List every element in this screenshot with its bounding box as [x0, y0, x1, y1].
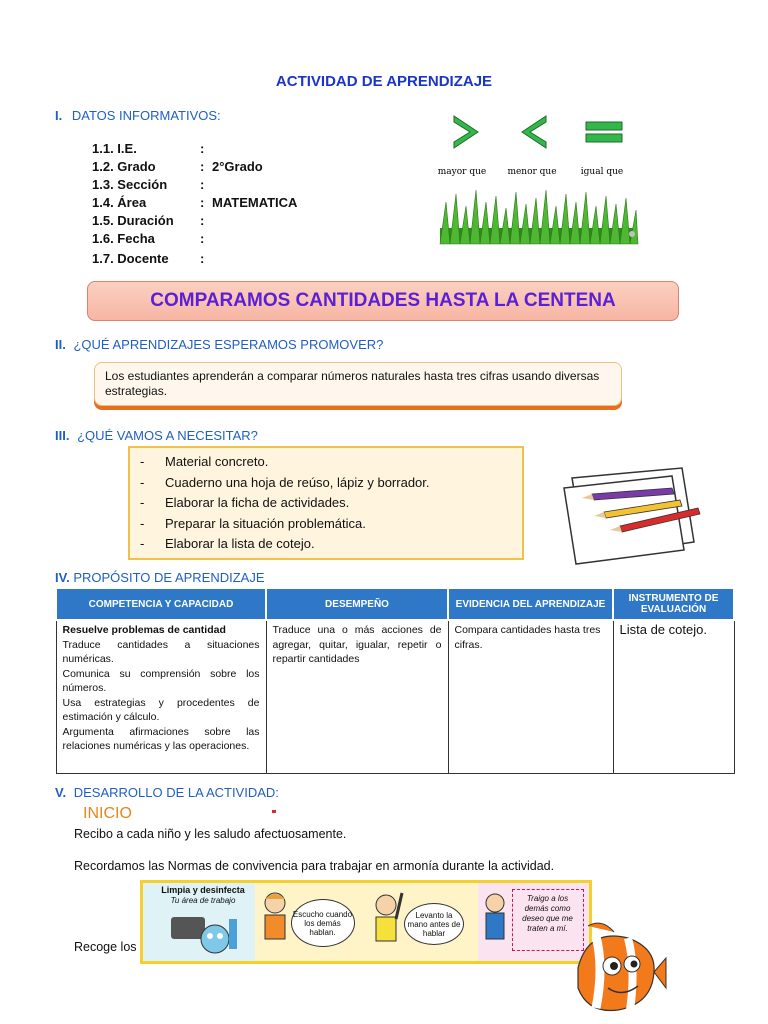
capacidad-3: Usa estrategias y procedentes de estimación y cálculo. [62, 696, 260, 723]
section-2-title: ¿QUÉ APRENDIZAJES ESPERAMOS PROMOVER? [73, 337, 384, 352]
learning-goal-text: Los estudiantes aprenderán a comparar números naturales hasta tres cifras usando diversas estrategias. [105, 369, 600, 398]
paragraph-recoge: Recoge los [74, 940, 137, 954]
norms-strip [140, 880, 592, 964]
header-desempeno: DESEMPEÑO [266, 588, 448, 620]
list-item [140, 514, 522, 535]
section-3-title: ¿QUÉ VAMOS A NECESITAR? [77, 428, 258, 443]
info-colon: : [200, 251, 205, 266]
bullet-dash: - [140, 515, 145, 531]
info-row [92, 177, 212, 192]
material-text: Elaborar la lista de cotejo. [165, 536, 315, 551]
section-3-number: III. [55, 428, 70, 443]
child-raising-hand-icon [368, 889, 404, 953]
learning-goal-box [94, 362, 622, 406]
info-label: 1.7. Docente [92, 251, 169, 266]
info-colon: : [200, 213, 205, 228]
section-4-heading [55, 570, 265, 585]
section-2-number: II. [55, 337, 66, 352]
list-item [140, 493, 522, 514]
info-colon: : [200, 141, 205, 156]
info-row [92, 251, 212, 266]
info-colon: : [200, 231, 205, 246]
paragraph-norms: Recordamos las Normas de convivencia para trabajar en armonía durante la actividad. [74, 859, 555, 873]
norm-hand-bubble: Levanto la mano antes de hablar [404, 903, 464, 945]
bullet-dash: - [140, 454, 145, 469]
info-row [92, 141, 212, 156]
child-icon [257, 889, 293, 953]
table-row [56, 620, 734, 774]
material-text: Cuaderno una hoja de reúso, lápiz y borrador. [165, 474, 430, 490]
comparison-symbols-image [436, 110, 642, 246]
cleaning-illustration [163, 909, 243, 957]
capacidad-2: Comunica su comprensión sobre los números. [62, 667, 260, 694]
mayor-que-caption: mayor que [437, 167, 487, 177]
materials-list [140, 452, 522, 555]
info-row [92, 159, 263, 174]
info-label: 1.5. Duración [92, 213, 174, 228]
equal-sign-icon [586, 122, 622, 142]
capacidad-1: Traduce cantidades a situaciones numéricas. [62, 638, 260, 665]
list-item [140, 473, 522, 494]
igual-que-caption: igual que [580, 167, 624, 177]
norm-card-clean [143, 883, 255, 961]
competencia-title: Resuelve problemas de cantidad [62, 624, 226, 636]
table-header-row [56, 588, 734, 620]
section-1-number: I. [55, 108, 63, 123]
norm-listen-bubble: Escucho cuando los demás hablan. [291, 899, 355, 947]
speaker-icon [629, 231, 635, 237]
menor-que-caption: menor que [507, 167, 557, 177]
less-than-icon [522, 116, 546, 148]
grass-illustration [440, 190, 638, 244]
list-item [140, 534, 522, 555]
info-colon: : [200, 195, 205, 210]
info-label: 1.1. I.E. [92, 141, 137, 156]
info-label: 1.2. Grado [92, 159, 156, 174]
desempeno-cell: Traduce una o más acciones de agregar, quitar, igualar, repetir o repartir cantidades [266, 620, 448, 774]
info-value: MATEMATICA [212, 195, 298, 210]
competencia-cell [56, 620, 266, 774]
section-2-heading [55, 337, 383, 352]
activity-banner: COMPARAMOS CANTIDADES HASTA LA CENTENA [87, 281, 679, 321]
header-instrumento: INSTRUMENTO DE EVALUACIÓN [613, 588, 734, 620]
materials-box [128, 446, 524, 560]
section-3-heading [55, 428, 258, 443]
norm-respect-text: Traigo a los demás como deseo que me traten a mí. [512, 889, 584, 951]
info-colon: : [200, 159, 205, 174]
section-5-title: DESARROLLO DE LA ACTIVIDAD: [73, 785, 279, 800]
bullet-dash: - [140, 536, 145, 551]
info-row [92, 231, 212, 246]
info-value: 2°Grado [212, 159, 263, 174]
instrumento-cell: Lista de cotejo. [613, 620, 734, 774]
material-text: Preparar la situación problemática. [165, 515, 366, 531]
paragraph-greeting: Recibo a cada niño y les saludo afectuosamente. [74, 827, 347, 841]
info-colon: : [200, 177, 205, 192]
list-item [140, 452, 522, 473]
norm-card-listen [255, 883, 367, 961]
section-4-number: IV. [55, 570, 70, 585]
section-4-title: PROPÓSITO DE APRENDIZAJE [73, 570, 265, 585]
evidencia-cell: Compara cantidades hasta tres cifras. [448, 620, 613, 774]
bullet-dash: - [140, 495, 145, 510]
info-label: 1.6. Fecha [92, 231, 155, 246]
greater-than-icon [454, 116, 478, 148]
child-standing-icon [480, 889, 510, 953]
clownfish-image [558, 918, 668, 1018]
bullet-dash: - [140, 474, 145, 490]
info-label: 1.4. Área [92, 195, 147, 210]
capacidad-4: Argumenta afirmaciones sobre las relaciones numéricas y las operaciones. [62, 725, 260, 752]
inicio-heading: INICIO [83, 805, 132, 822]
section-5-number: V. [55, 785, 67, 800]
section-5-heading [55, 785, 279, 800]
norm-card-hand [366, 883, 478, 961]
norm-clean-heading: Limpia y desinfecta [161, 885, 245, 895]
info-label: 1.3. Sección [92, 177, 168, 192]
section-1-heading [55, 108, 221, 123]
info-row [92, 213, 212, 228]
info-row [92, 195, 297, 210]
document-title: ACTIVIDAD DE APRENDIZAJE [275, 73, 493, 90]
header-evidencia: EVIDENCIA DEL APRENDIZAJE [448, 588, 613, 620]
norm-clean-sub: Tu área de trabajo [170, 896, 236, 905]
material-text: Elaborar la ficha de actividades. [165, 495, 350, 510]
red-mark [272, 810, 276, 813]
paper-pencils-image [552, 458, 704, 566]
section-1-title: DATOS INFORMATIVOS: [71, 108, 221, 123]
header-competencia: COMPETENCIA Y CAPACIDAD [56, 588, 266, 620]
material-text: Material concreto. [165, 454, 269, 469]
purpose-table [55, 587, 735, 774]
